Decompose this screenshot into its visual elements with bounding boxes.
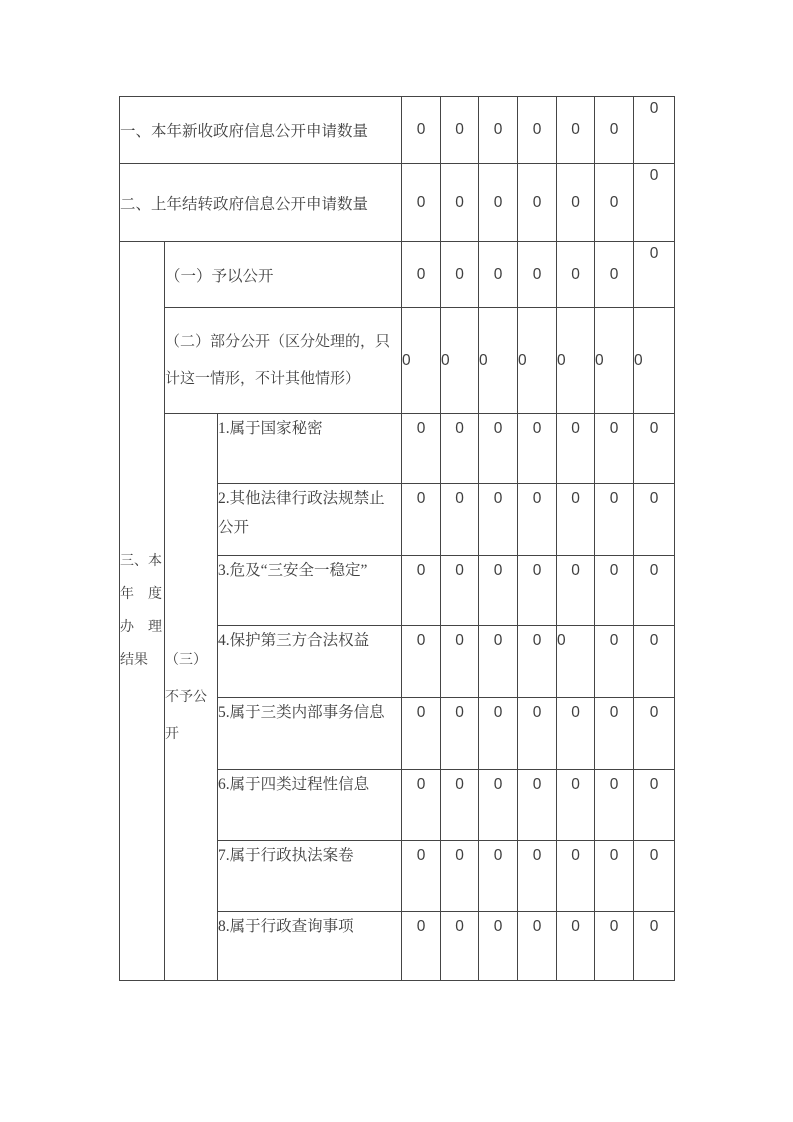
value-cell: 0 <box>441 242 479 308</box>
row-label-cell: 7.属于行政执法案卷 <box>218 841 402 912</box>
value-cell: 0 <box>402 308 441 414</box>
table-row <box>120 308 675 414</box>
subgroup-header-line: （三） <box>165 652 207 668</box>
value-cell: 0 <box>441 164 479 242</box>
value-cell: 0 <box>595 97 634 164</box>
value-cell: 0 <box>557 556 595 626</box>
value-cell: 0 <box>595 770 634 841</box>
value-cell: 0 <box>441 770 479 841</box>
value-cell: 0 <box>518 242 557 308</box>
value-cell: 0 <box>557 242 595 308</box>
value-cell: 0 <box>479 698 518 770</box>
value-cell: 0 <box>595 912 634 981</box>
value-cell: 0 <box>595 308 634 414</box>
row-label-cell: 5.属于三类内部事务信息 <box>218 698 402 770</box>
value-cell: 0 <box>518 556 557 626</box>
value-cell: 0 <box>518 912 557 981</box>
row-label-cell <box>218 484 402 556</box>
value-cell: 0 <box>518 308 557 414</box>
value-cell: 0 <box>402 841 441 912</box>
value-cell: 0 <box>518 484 557 556</box>
value-cell: 0 <box>595 556 634 626</box>
value-cell: 0 <box>441 626 479 698</box>
value-cell: 0 <box>479 414 518 484</box>
value-cell: 0 <box>479 626 518 698</box>
row-label-cell: 一、本年新收政府信息公开申请数量 <box>120 97 402 164</box>
value-cell: 0 <box>634 556 675 626</box>
row-label-line: 公开 <box>218 519 250 536</box>
subgroup-header-cell <box>165 414 218 981</box>
value-cell: 0 <box>634 242 675 308</box>
disclosure-results-table <box>119 96 675 981</box>
table-row <box>120 164 675 242</box>
value-cell: 0 <box>402 242 441 308</box>
value-cell: 0 <box>402 164 441 242</box>
row-label-cell <box>165 308 402 414</box>
value-cell: 0 <box>518 698 557 770</box>
row-label-cell: 二、上年结转政府信息公开申请数量 <box>120 164 402 242</box>
value-cell: 0 <box>634 698 675 770</box>
row-label-line: 2.其他法律行政法规禁止 <box>218 490 385 507</box>
row-label-line: 计这一情形，不计其他情形） <box>165 370 361 387</box>
value-cell: 0 <box>441 308 479 414</box>
value-cell: 0 <box>557 164 595 242</box>
value-cell: 0 <box>557 912 595 981</box>
value-cell: 0 <box>634 770 675 841</box>
value-cell: 0 <box>518 414 557 484</box>
value-cell: 0 <box>479 97 518 164</box>
value-cell: 0 <box>518 770 557 841</box>
value-cell: 0 <box>441 912 479 981</box>
value-cell: 0 <box>518 841 557 912</box>
value-cell: 0 <box>634 308 675 414</box>
value-cell: 0 <box>479 841 518 912</box>
value-cell: 0 <box>634 484 675 556</box>
value-cell: 0 <box>441 698 479 770</box>
value-cell: 0 <box>479 484 518 556</box>
value-cell: 0 <box>402 698 441 770</box>
value-cell: 0 <box>595 484 634 556</box>
row-label-cell: 3.危及“三安全一稳定” <box>218 556 402 626</box>
value-cell: 0 <box>557 308 595 414</box>
row-label-cell: （一）予以公开 <box>165 242 402 308</box>
value-cell: 0 <box>634 912 675 981</box>
value-cell: 0 <box>557 484 595 556</box>
value-cell: 0 <box>402 912 441 981</box>
value-cell: 0 <box>402 484 441 556</box>
value-cell: 0 <box>595 626 634 698</box>
value-cell: 0 <box>557 841 595 912</box>
group-header-line: 结果 <box>120 653 148 668</box>
subgroup-header-line: 开 <box>165 726 179 742</box>
value-cell: 0 <box>634 626 675 698</box>
value-cell: 0 <box>479 164 518 242</box>
value-cell: 0 <box>595 414 634 484</box>
value-cell: 0 <box>557 414 595 484</box>
row-label-cell: 6.属于四类过程性信息 <box>218 770 402 841</box>
value-cell: 0 <box>518 626 557 698</box>
value-cell: 0 <box>557 698 595 770</box>
value-cell: 0 <box>557 626 595 698</box>
subgroup-header-line: 不予公 <box>165 689 207 705</box>
row-group-header-cell <box>120 242 165 981</box>
group-header-line: 三、本 <box>120 554 162 569</box>
value-cell: 0 <box>518 97 557 164</box>
group-header-line: 年 度 <box>120 587 162 602</box>
table-row <box>120 242 675 308</box>
row-label-cell: 8.属于行政查询事项 <box>218 912 402 981</box>
value-cell: 0 <box>441 97 479 164</box>
row-label-cell: 1.属于国家秘密 <box>218 414 402 484</box>
value-cell: 0 <box>479 556 518 626</box>
value-cell: 0 <box>557 770 595 841</box>
value-cell: 0 <box>402 626 441 698</box>
value-cell: 0 <box>595 242 634 308</box>
value-cell: 0 <box>402 97 441 164</box>
table-row <box>120 97 675 164</box>
value-cell: 0 <box>595 698 634 770</box>
value-cell: 0 <box>595 841 634 912</box>
value-cell: 0 <box>441 556 479 626</box>
value-cell: 0 <box>402 414 441 484</box>
table-row <box>120 414 675 484</box>
value-cell: 0 <box>557 97 595 164</box>
value-cell: 0 <box>634 164 675 242</box>
value-cell: 0 <box>634 97 675 164</box>
row-label-line: （二）部分公开（区分处理的，只 <box>165 333 391 350</box>
value-cell: 0 <box>518 164 557 242</box>
group-header-line: 办 理 <box>120 620 162 635</box>
value-cell: 0 <box>595 164 634 242</box>
value-cell: 0 <box>441 414 479 484</box>
value-cell: 0 <box>634 414 675 484</box>
value-cell: 0 <box>402 770 441 841</box>
value-cell: 0 <box>479 242 518 308</box>
value-cell: 0 <box>479 308 518 414</box>
value-cell: 0 <box>479 912 518 981</box>
value-cell: 0 <box>441 841 479 912</box>
value-cell: 0 <box>479 770 518 841</box>
row-label-cell: 4.保护第三方合法权益 <box>218 626 402 698</box>
value-cell: 0 <box>402 556 441 626</box>
value-cell: 0 <box>441 484 479 556</box>
value-cell: 0 <box>634 841 675 912</box>
